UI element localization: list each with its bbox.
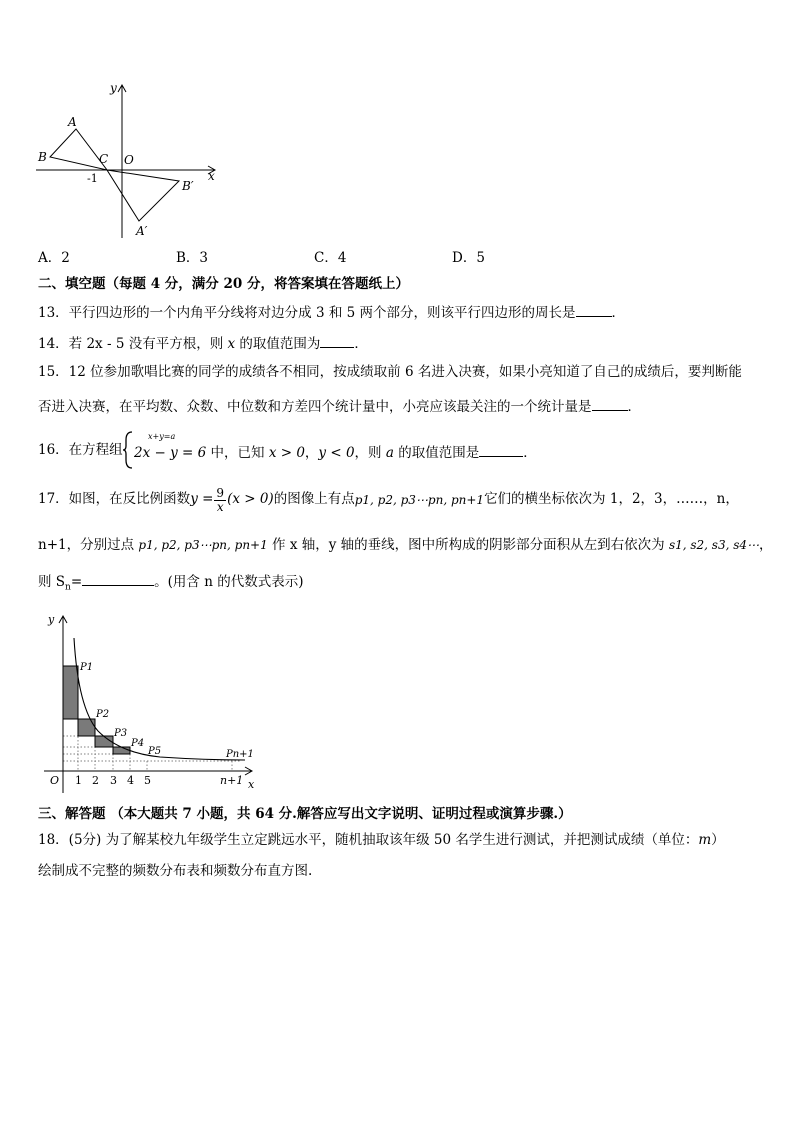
q17-pre: 17．如图，在反比例函数 bbox=[38, 491, 191, 508]
fig2-tick-4: 4 bbox=[127, 774, 134, 787]
section2-heading: 二、填空题（每题 4 分，满分 20 分，将答案填在答题纸上） bbox=[38, 276, 409, 292]
q17-fraction bbox=[214, 487, 226, 513]
figure-hyperbola bbox=[30, 608, 262, 798]
option-c: C．4 bbox=[314, 250, 347, 266]
question-15-line1: 15．12 位参加歌唱比赛的同学的成绩各不相同，按成绩取前 6 名进入决赛，如果小亮知道了自己的成绩后，要判断能 bbox=[38, 364, 742, 380]
q14-pre: 14．若 2x - 5 没有平方根，则 bbox=[38, 336, 228, 352]
q17-answer-blank[interactable] bbox=[82, 573, 154, 586]
q17-line2-pre: n+1，分别过点 bbox=[38, 537, 139, 553]
q17-line3-post: 。(用含 n 的代数式表示) bbox=[154, 574, 304, 590]
q15-end: ． bbox=[627, 399, 641, 415]
option-b: B．3 bbox=[176, 250, 209, 266]
question-18-line2: 绘制成不完整的频数分布表和频数分布直方图. bbox=[38, 863, 313, 879]
q13-end: ． bbox=[611, 305, 626, 321]
q16-brace bbox=[122, 430, 134, 470]
fig2-label-p1: P1 bbox=[80, 662, 94, 673]
question-14 bbox=[38, 335, 368, 352]
q17-mid: 的图像上有点 bbox=[273, 491, 355, 508]
label-minus1: -1 bbox=[87, 172, 98, 185]
q16-answer-blank[interactable] bbox=[479, 444, 523, 457]
label-a: A bbox=[68, 115, 77, 129]
q17-line2-points: p1, p2, p3⋯pn, pn+1 bbox=[138, 538, 268, 552]
question-17-line2 bbox=[38, 539, 773, 553]
q16-cond1: x > 0 bbox=[268, 445, 305, 461]
triangle-apbpc bbox=[107, 170, 179, 221]
q14-end: ． bbox=[354, 336, 368, 352]
label-o: O bbox=[124, 153, 134, 167]
q17-line3-sub: n bbox=[65, 582, 71, 593]
q16-post2: 的取值范围是 bbox=[393, 445, 480, 461]
shaded-rect-s4 bbox=[113, 747, 130, 754]
q15-line2: 否进入决赛，在平均数、众数、中位数和方差四个统计量中，小亮应该最关注的一个统计量是 bbox=[38, 399, 592, 415]
fig2-label-o: O bbox=[50, 774, 60, 787]
fig2-tick-n1: n+1 bbox=[220, 774, 244, 787]
q17-post: 它们的横坐标依次为 1，2，3，……，n， bbox=[484, 491, 739, 508]
q18-line1-pre: 18．(5分) 为了解某校九年级学生立定跳远水平，随机抽取该年级 50 名学生进行测试，并把测试成绩（单位： bbox=[38, 832, 699, 848]
q16-mid: 中，已知 bbox=[206, 445, 269, 461]
q16-eq-bottom: 2x − y = 6 bbox=[134, 445, 207, 461]
q16-cond2: y < 0 bbox=[318, 445, 355, 461]
q13-answer-blank[interactable] bbox=[576, 304, 612, 317]
q13-text: 13．平行四边形的一个内角平分线将对边分成 3 和 5 两个部分，则该平行四边形的周长是 bbox=[38, 305, 576, 321]
fig2-tick-2: 2 bbox=[92, 774, 99, 787]
q17-func-y: y = bbox=[190, 491, 214, 508]
question-13 bbox=[38, 304, 625, 321]
q16-pre: 16．在方程组 bbox=[38, 442, 123, 458]
question-18-line1 bbox=[38, 834, 725, 848]
fig2-label-p4: P4 bbox=[131, 738, 145, 749]
label-x: x bbox=[208, 169, 215, 183]
fig2-label-p5: P5 bbox=[148, 746, 162, 757]
fig2-label-y: y bbox=[48, 613, 55, 626]
shaded-rect-s2 bbox=[78, 719, 95, 736]
label-y: y bbox=[110, 81, 117, 95]
fig2-tick-3: 3 bbox=[110, 774, 117, 787]
q16-sep: ， bbox=[304, 445, 319, 461]
fig2-label-x: x bbox=[248, 778, 255, 791]
q17-line3-eq: = bbox=[70, 574, 83, 590]
q15-answer-blank[interactable] bbox=[592, 398, 628, 411]
question-17-line3 bbox=[38, 573, 303, 593]
q17-func-den: x bbox=[216, 499, 224, 514]
q18-line1-post: ） bbox=[711, 832, 725, 848]
q16-post1: ，则 bbox=[354, 445, 386, 461]
fig2-label-p2: P2 bbox=[96, 709, 110, 720]
q16-end: ． bbox=[523, 445, 537, 461]
fig2-tick-1: 1 bbox=[75, 774, 82, 787]
option-d: D．5 bbox=[452, 250, 485, 266]
label-aprime: A′ bbox=[136, 224, 148, 238]
fig2-label-p3: P3 bbox=[114, 728, 128, 739]
label-c: C bbox=[99, 152, 109, 166]
q18-unit: m bbox=[698, 832, 712, 848]
q16-rest bbox=[134, 444, 537, 461]
q17-func-domain: (x > 0) bbox=[227, 491, 274, 508]
label-bprime: B′ bbox=[182, 179, 194, 193]
q14-answer-blank[interactable] bbox=[320, 335, 354, 348]
q17-line2-mid: 作 x 轴，y 轴的垂线，图中所构成的阴影部分面积从左到右依次为 bbox=[267, 537, 669, 553]
q17-line2-s: s1, s2, s3, s4⋯ bbox=[668, 538, 760, 552]
section3-heading: 三、解答题 （本大题共 7 小题，共 64 分.解答应写出文字说明、证明过程或演算步骤.） bbox=[38, 806, 572, 822]
q17-line3-pre: 则 S bbox=[38, 574, 66, 590]
q14-post: 的取值范围为 bbox=[235, 336, 321, 352]
q16-eq-top: x+y=a bbox=[148, 432, 176, 441]
fig2-tick-5: 5 bbox=[144, 774, 151, 787]
q14-var: x bbox=[227, 336, 236, 352]
option-a: A．2 bbox=[38, 250, 70, 266]
label-b: B bbox=[38, 150, 47, 164]
question-16 bbox=[38, 444, 123, 458]
q16-var: a bbox=[385, 445, 394, 461]
q17-func-num: 9 bbox=[216, 486, 225, 500]
q17-points: p1, p2, p3⋯pn, pn+1 bbox=[354, 493, 485, 508]
question-15-line2 bbox=[38, 398, 641, 415]
figure-triangle-reflection bbox=[30, 80, 230, 245]
question-17-line1 bbox=[38, 487, 739, 513]
q17-line2-end: ， bbox=[759, 537, 773, 553]
fig2-label-pn1: Pn+1 bbox=[226, 749, 254, 760]
shaded-rect-s1 bbox=[63, 666, 78, 719]
